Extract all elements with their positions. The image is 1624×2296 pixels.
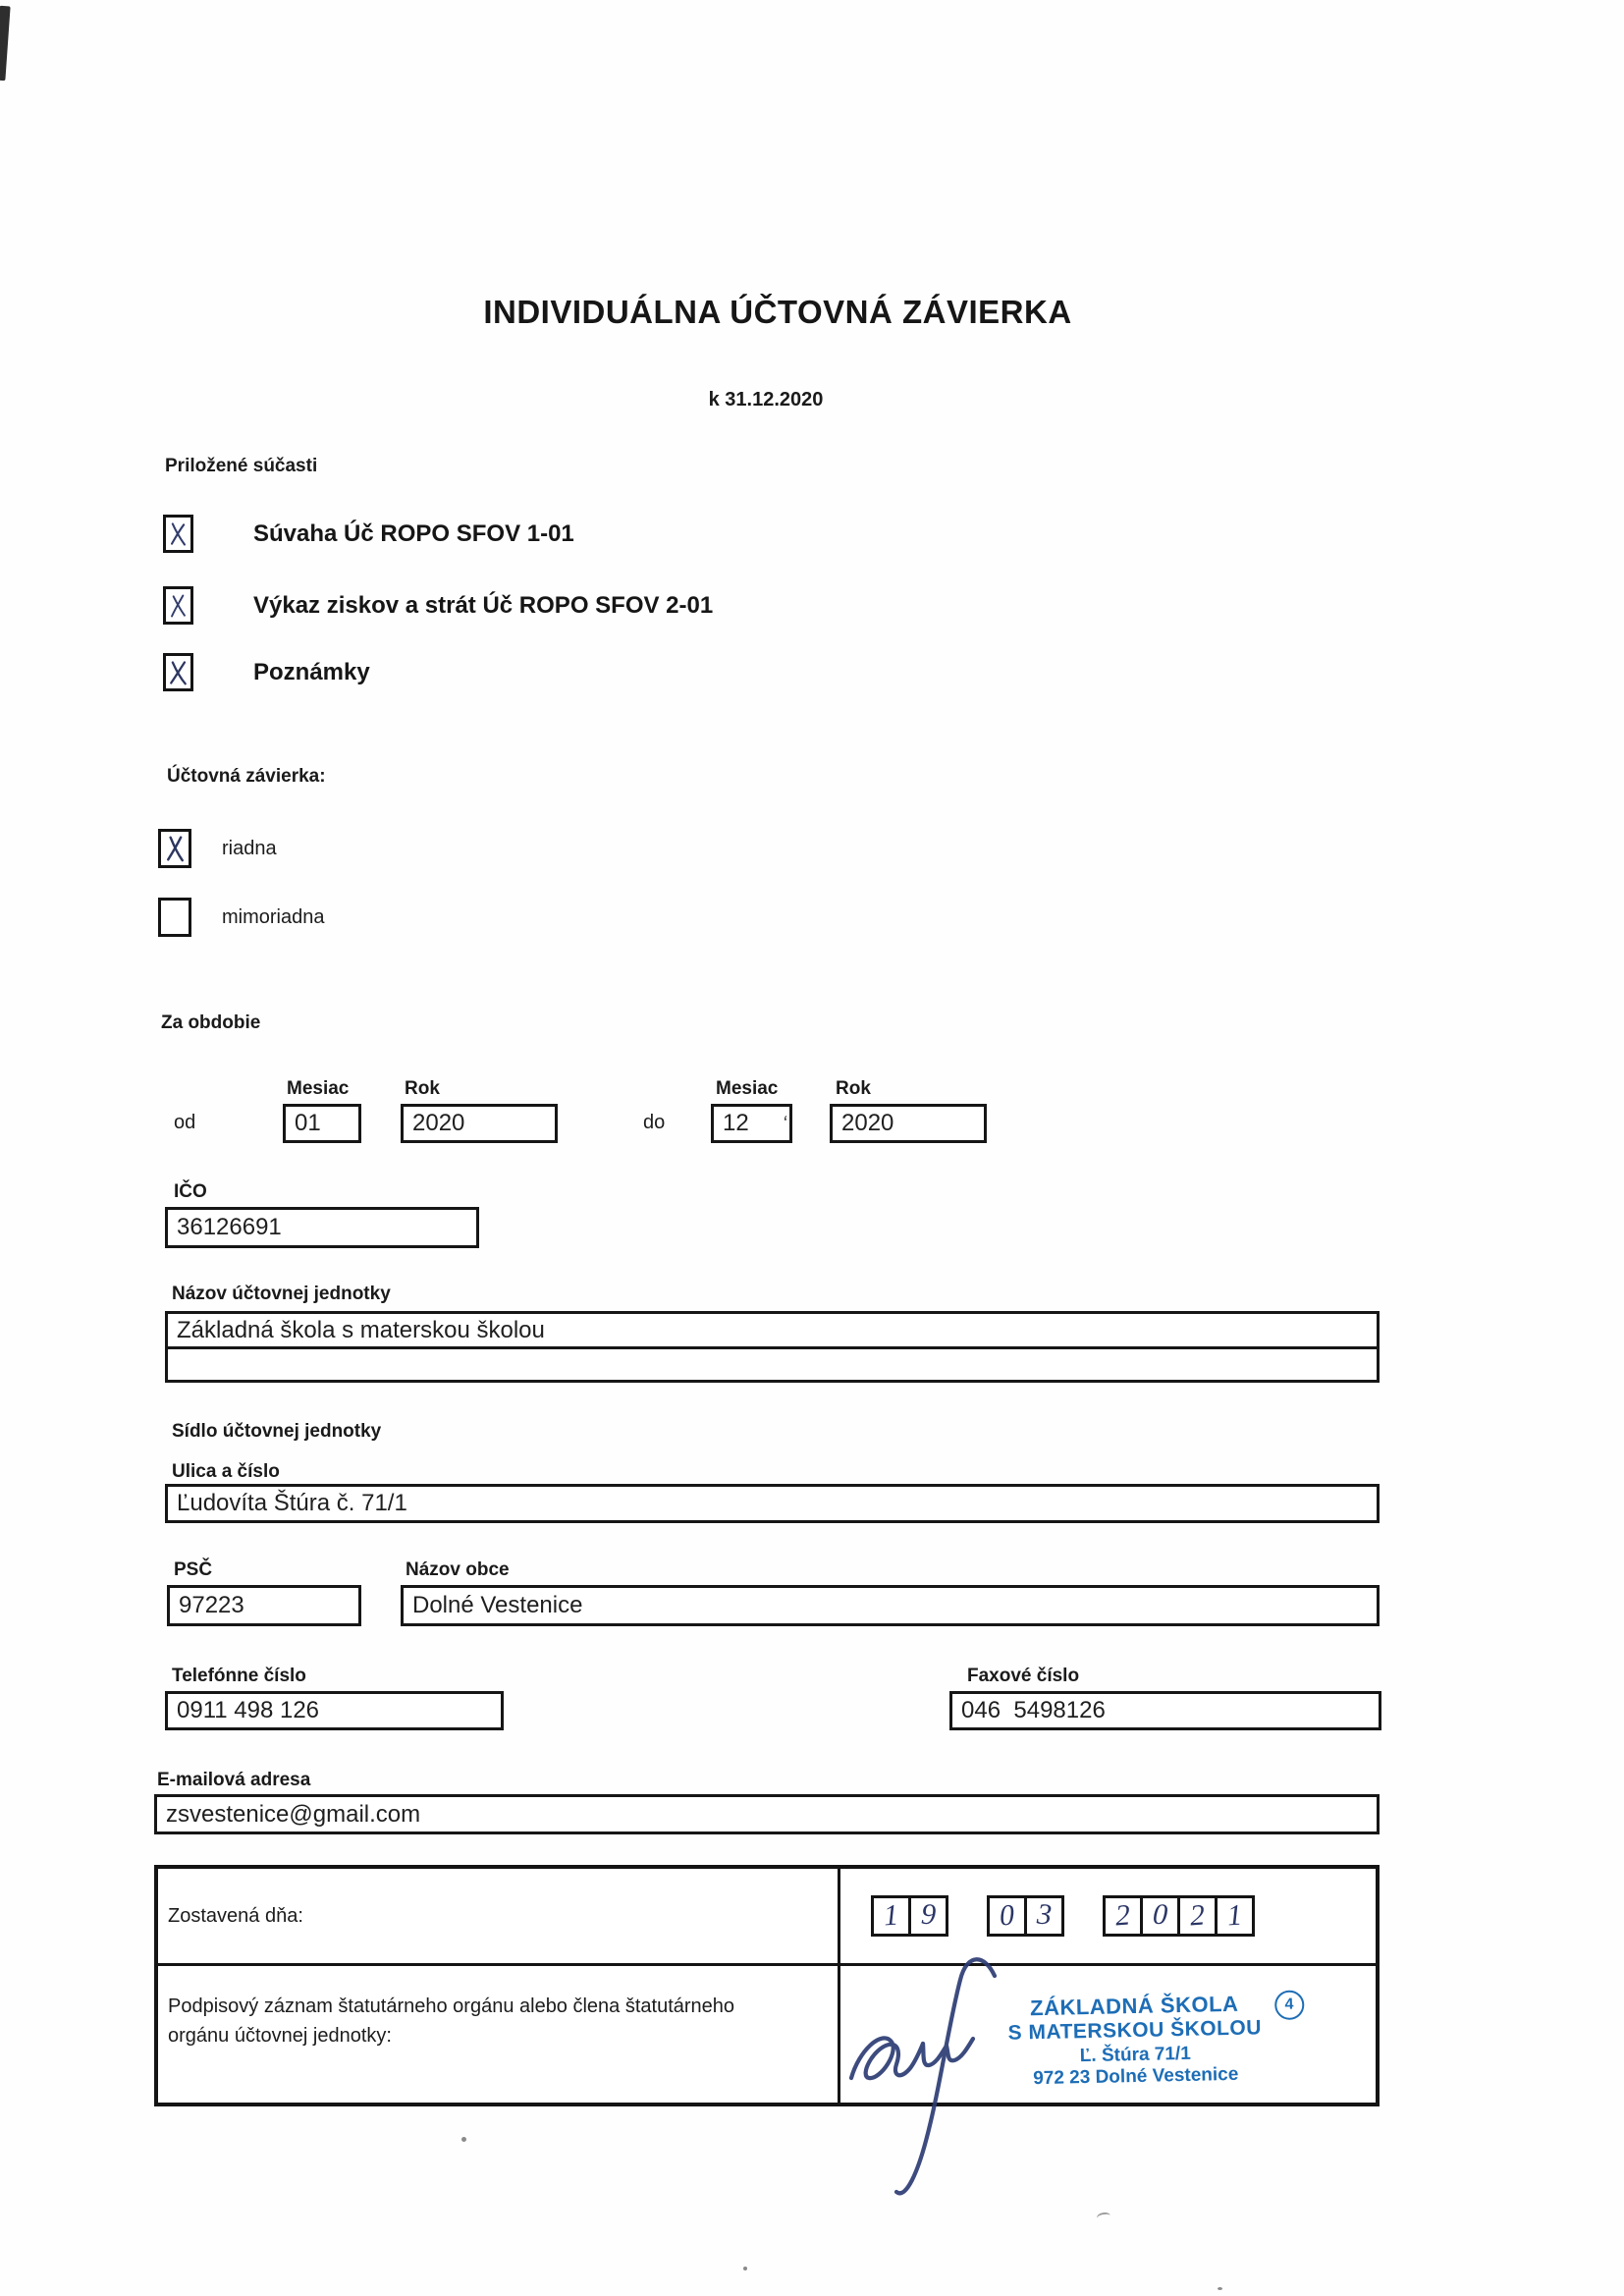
closing-type-heading: Účtovná závierka: <box>167 766 326 787</box>
as-of-date: k 31.12.2020 <box>708 389 824 410</box>
signature-label: Podpisový záznam štatutárneho orgánu alebo člena štatutárneho orgánu účtovnej jednotky: <box>168 1995 735 2047</box>
date-year-cell <box>1103 1895 1143 1937</box>
scan-speck <box>743 2267 747 2270</box>
scan-speck <box>461 2137 466 2142</box>
street-label: Ulica a číslo <box>172 1461 280 1482</box>
date-year-group <box>1103 1895 1255 1937</box>
date-year-cell <box>1177 1895 1218 1937</box>
attachments-heading: Priložené súčasti <box>165 456 318 476</box>
date-month-cell <box>1024 1895 1064 1937</box>
handwritten-digit: 2 <box>1188 1898 1207 1933</box>
entity-name-row1 <box>168 1314 1377 1349</box>
to-month-box <box>711 1104 792 1143</box>
phone-value: 0911 498 126 <box>177 1697 320 1723</box>
from-month-value: 01 <box>295 1110 321 1136</box>
from-year-value: 2020 <box>412 1110 465 1136</box>
handwritten-digit: 9 <box>920 1897 937 1932</box>
pen-stray-mark: ‘ <box>781 1112 788 1134</box>
handwritten-digit: 1 <box>1225 1898 1244 1933</box>
check-mark-icon <box>168 592 189 620</box>
handwritten-digit: 3 <box>1036 1897 1053 1932</box>
ico-label: IČO <box>174 1181 207 1202</box>
entity-name-value: Základná škola s materskou školou <box>177 1316 545 1343</box>
check-mark-icon <box>168 659 189 686</box>
from-month-label: Mesiac <box>287 1078 350 1099</box>
to-year-label: Rok <box>836 1078 871 1099</box>
check-mark-icon <box>168 520 189 548</box>
stamp-line2-text: S MATERSKOU ŠKOLOU <box>1007 2016 1263 2045</box>
option-label-mimoriadna: mimoriadna <box>222 906 325 928</box>
to-month-label: Mesiac <box>716 1078 779 1099</box>
date-month-cell <box>987 1895 1027 1937</box>
to-month-value: 12 <box>723 1110 749 1136</box>
to-label: do <box>643 1112 666 1133</box>
from-year-box <box>401 1104 558 1143</box>
fax-box <box>949 1691 1381 1730</box>
entity-name-row2 <box>168 1349 1377 1382</box>
street-box <box>165 1484 1380 1523</box>
check-mark-icon <box>165 835 186 862</box>
checkbox-vykaz <box>163 586 193 625</box>
stamp-line1-text: ZÁKLADNÁ ŠKOLA <box>1029 1991 1239 2021</box>
school-stamp <box>908 1989 1362 2093</box>
fax-label: Faxové číslo <box>967 1666 1080 1686</box>
scan-speck <box>1218 2287 1222 2290</box>
handwritten-digit: 0 <box>998 1898 1016 1933</box>
from-label: od <box>174 1112 196 1133</box>
compiled-date-label: Zostavená dňa: <box>168 1905 303 1927</box>
signature-stamp-cell <box>840 1966 1376 2103</box>
from-month-box <box>283 1104 361 1143</box>
entity-name-box <box>165 1311 1380 1383</box>
date-day-group <box>871 1895 948 1937</box>
stamp-street: Ľ. Štúra 71/1 <box>1079 2043 1192 2067</box>
attachment-label-vykaz: Výkaz ziskov a strát Úč ROPO SFOV 2-01 <box>253 592 714 619</box>
fax-value: 046 5498126 <box>961 1697 1106 1723</box>
signature-label-cell <box>158 1966 840 2103</box>
stamp-number-badge: 4 <box>1274 1990 1305 2020</box>
email-box <box>154 1794 1380 1834</box>
phone-box <box>165 1691 504 1730</box>
phone-label: Telefónne číslo <box>172 1666 306 1686</box>
period-heading: Za obdobie <box>161 1012 261 1033</box>
town-value: Dolné Vestenice <box>412 1592 583 1618</box>
option-label-riadna: riadna <box>222 838 277 859</box>
ico-value: 36126691 <box>177 1214 282 1240</box>
date-year-cell <box>1140 1895 1180 1937</box>
handwritten-digit: 1 <box>882 1898 900 1933</box>
psc-value: 97223 <box>179 1592 244 1618</box>
date-day-cell <box>908 1895 948 1937</box>
ico-box <box>165 1207 479 1248</box>
checkbox-mimoriadna <box>158 898 191 937</box>
date-month-group <box>987 1895 1064 1937</box>
checkbox-suvaha <box>163 515 193 553</box>
psc-label: PSČ <box>174 1559 213 1580</box>
scan-corner-artifact <box>0 6 11 82</box>
entity-name-label: Názov účtovnej jednotky <box>172 1284 391 1304</box>
to-year-box <box>830 1104 987 1143</box>
email-label: E-mailová adresa <box>157 1770 311 1790</box>
town-label: Názov obce <box>406 1559 510 1580</box>
date-day-cell <box>871 1895 911 1937</box>
to-year-value: 2020 <box>841 1110 894 1136</box>
attachment-label-suvaha: Súvaha Úč ROPO SFOV 1-01 <box>253 520 574 547</box>
stamp-school-name <box>908 1989 1360 2024</box>
page-title: INDIVIDUÁLNA ÚČTOVNÁ ZÁVIERKA <box>483 294 1072 330</box>
handwritten-digit: 2 <box>1113 1898 1132 1933</box>
psc-box <box>167 1585 361 1626</box>
date-year-cell <box>1215 1895 1255 1937</box>
email-value: zsvestenice@gmail.com <box>166 1800 421 1828</box>
seat-heading: Sídlo účtovnej jednotky <box>172 1421 382 1442</box>
stamp-town: 972 23 Dolné Vestenice <box>1033 2063 1239 2090</box>
checkbox-poznamky <box>163 653 193 691</box>
attachment-label-poznamky: Poznámky <box>253 659 370 685</box>
compiled-date-cell <box>158 1869 840 1966</box>
street-value: Ľudovíta Štúra č. 71/1 <box>177 1490 407 1516</box>
town-box <box>401 1585 1380 1626</box>
from-year-label: Rok <box>405 1078 440 1099</box>
checkbox-riadna <box>158 829 191 868</box>
handwritten-digit: 0 <box>1152 1897 1168 1932</box>
scan-speck <box>1096 2212 1110 2222</box>
